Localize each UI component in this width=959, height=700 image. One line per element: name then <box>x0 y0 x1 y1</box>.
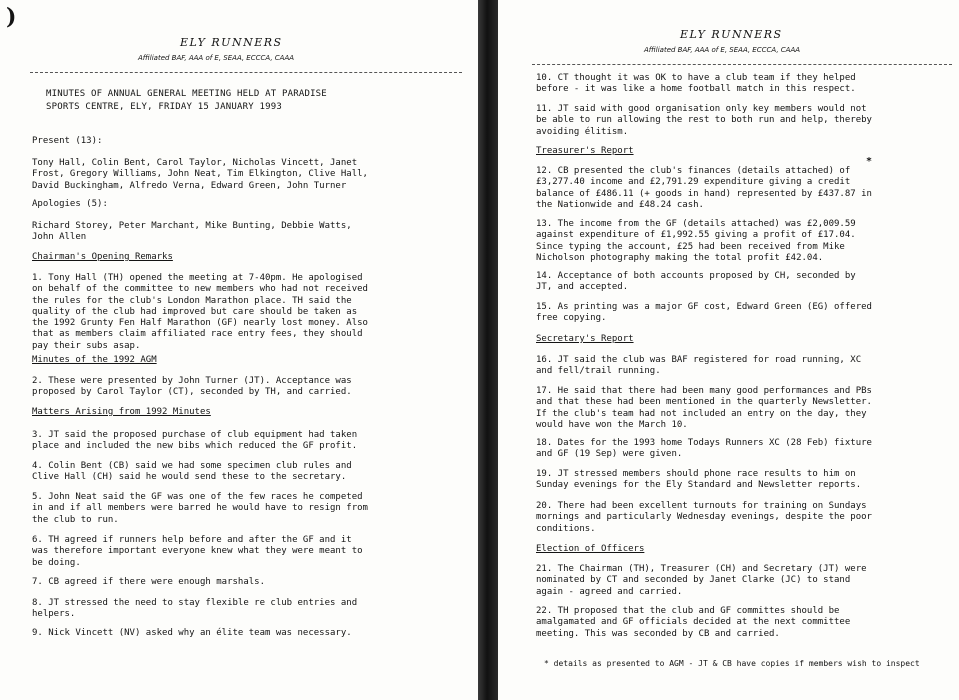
left-page <box>0 0 478 700</box>
minute-item-17: 17. He said that there had been many good performances and PBs and that these had been mentioned in the quarterly Newsletter. If the club's team had not included an entry on the day, they would have won the March 10. <box>536 386 872 430</box>
header-rule <box>30 72 462 73</box>
header-rule <box>532 64 952 65</box>
binding-mark: ) <box>6 4 17 30</box>
minute-item-22: 22. TH proposed that the club and GF committes should be amalgamated and GF officials decided at the next committee meeting. This was seconded by CB and carried. <box>536 606 851 639</box>
minute-item-1: 1. Tony Hall (TH) opened the meeting at 7-40pm. He apologised on behalf of the committee to new members who had not received the rules for the club's London Marathon place. TH said the quality of the club had improved but care should be taken as the 1992 Grunty Fen Half Marathon (GF) nearly lost money. Also that as members claim affiliated race entry fees, they should pay their subs asap. <box>32 273 368 351</box>
present-heading: Present (13): <box>32 136 103 146</box>
apologies-names: Richard Storey, Peter Marchant, Mike Bunting, Debbie Watts, John Allen <box>32 221 352 243</box>
minute-item-11: 11. JT said with good organisation only key members would not be able to run allowing the rest to both run and help, thereby avoiding élitism. <box>536 104 872 137</box>
minute-item-5: 5. John Neat said the GF was one of the few races he competed in and if all members were barred he would have to resign from the club to run. <box>32 492 368 525</box>
asterisk-mark: * <box>866 156 873 167</box>
minute-item-13: 13. The income from the GF (details attached) was £2,009.59 against expenditure of £1,992.55 giving a profit of £17.04. Since typing the account, £25 had been received from Mike Nicholson photography making the total profit £42.04. <box>536 219 856 263</box>
section-chairmans-remarks: Chairman's Opening Remarks <box>32 252 173 262</box>
minute-item-3: 3. JT said the proposed purchase of club equipment had taken place and included the new bibs which reduced the GF profit. <box>32 430 358 452</box>
section-secretarys-report: Secretary's Report <box>536 334 634 344</box>
minute-item-20: 20. There had been excellent turnouts for training on Sundays mornings and particularly Wednesday evenings, despite the poor conditions. <box>536 501 872 534</box>
minute-item-21: 21. The Chairman (TH), Treasurer (CH) and Secretary (JT) were nominated by CT and seconded by Janet Clarke (JC) to stand again - agreed and carried. <box>536 564 867 597</box>
minute-item-4: 4. Colin Bent (CB) said we had some specimen club rules and Clive Hall (CH) said he would send these to the secretary. <box>32 461 352 483</box>
section-treasurers-report: Treasurer's Report <box>536 146 634 156</box>
minute-item-12: 12. CB presented the club's finances (details attached) of £3,277.40 income and £2,791.29 expenditure giving a credit balance of £486.11 (+ goods in hand) represented by £437.87 in the Nationwide and £48.24 cash. <box>536 166 872 210</box>
club-name-header: ELY RUNNERS <box>680 28 783 41</box>
section-matters-arising: Matters Arising from 1992 Minutes <box>32 407 211 417</box>
affiliation-line: Affiliated BAF, AAA of E, SEAA, ECCCA, CAAA <box>138 54 295 62</box>
minute-item-15: 15. As printing was a major GF cost, Edward Green (EG) offered free copying. <box>536 302 872 324</box>
minute-item-18: 18. Dates for the 1993 home Todays Runners XC (28 Feb) fixture and GF (19 Sep) were given. <box>536 438 872 460</box>
minute-item-2: 2. These were presented by John Turner (JT). Acceptance was proposed by Carol Taylor (CT), seconded by TH, and carried. <box>32 376 352 398</box>
minute-item-14: 14. Acceptance of both accounts proposed by CH, seconded by JT, and accepted. <box>536 271 856 293</box>
minute-item-7: 7. CB agreed if there were enough marshals. <box>32 577 265 587</box>
meeting-title: MINUTES OF ANNUAL GENERAL MEETING HELD AT PARADISE SPORTS CENTRE, ELY, FRIDAY 15 JANUARY 1993 <box>46 89 327 112</box>
minute-item-10: 10. CT thought it was OK to have a club team if they helped before - it was like a home football match in this respect. <box>536 73 856 95</box>
book-gutter <box>478 0 498 700</box>
present-names: Tony Hall, Colin Bent, Carol Taylor, Nicholas Vincett, Janet Frost, Gregory Williams, John Neat, Tim Elkington, Clive Hall, David Buckingham, Alfredo Verna, Edward Green, John Turner <box>32 158 368 191</box>
minute-item-8: 8. JT stressed the need to stay flexible re club entries and helpers. <box>32 598 358 620</box>
club-name-header: ELY RUNNERS <box>180 36 283 49</box>
affiliation-line: Affiliated BAF, AAA of E, SEAA, ECCCA, CAAA <box>644 46 801 54</box>
right-page <box>498 0 959 700</box>
minute-item-6: 6. TH agreed if runners help before and after the GF and it was therefore important everyone knew what they were meant to be doing. <box>32 535 363 568</box>
apologies-heading: Apologies (5): <box>32 199 108 209</box>
minute-item-16: 16. JT said the club was BAF registered for road running, XC and fell/trail running. <box>536 355 862 377</box>
footnote: * details as presented to AGM - JT & CB have copies if members wish to inspect <box>544 659 920 668</box>
section-minutes-1992: Minutes of the 1992 AGM <box>32 355 157 365</box>
section-election-of-officers: Election of Officers <box>536 544 645 554</box>
minute-item-19: 19. JT stressed members should phone race results to him on Sunday evenings for the Ely Standard and Newsletter reports. <box>536 469 862 491</box>
minute-item-9: 9. Nick Vincett (NV) asked why an élite team was necessary. <box>32 628 352 638</box>
